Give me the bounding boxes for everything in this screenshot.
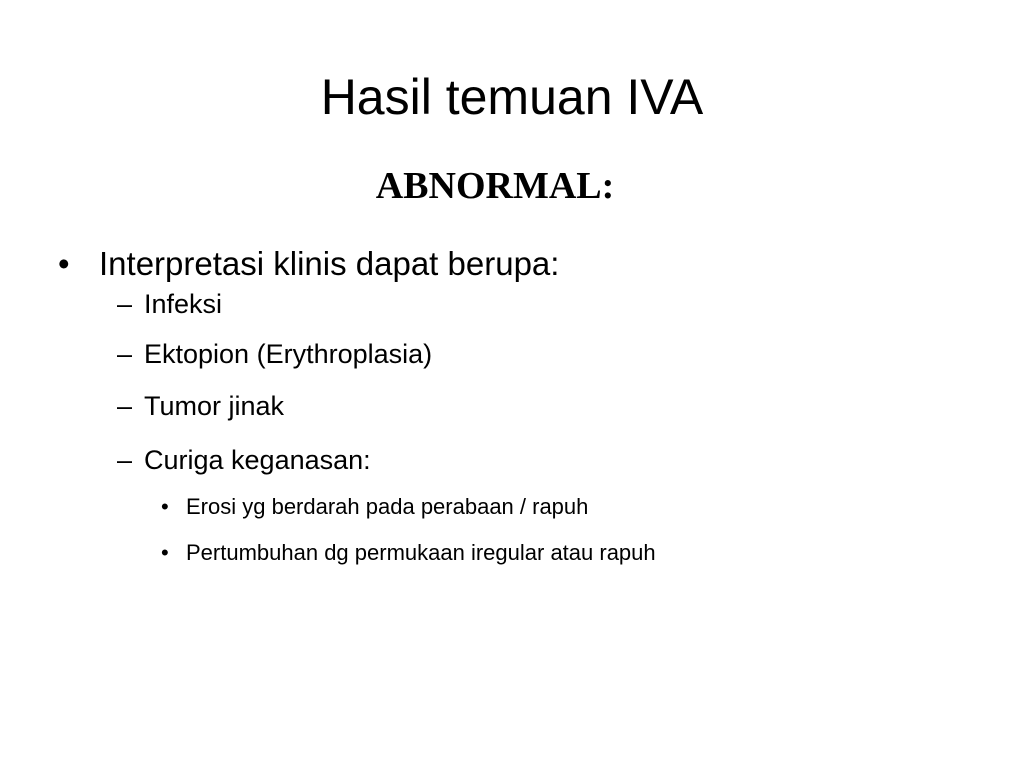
sub-sub-item-pertumbuhan xyxy=(161,539,656,567)
sub-item-tumor-jinak xyxy=(117,389,284,423)
sub-item-ektopion xyxy=(117,337,432,371)
bullet-marker: • xyxy=(161,494,169,519)
bullet-item-interpretation xyxy=(58,244,559,284)
bullet-marker: • xyxy=(58,245,70,282)
sub-item-curiga-keganasan xyxy=(117,443,371,477)
bullet-text: Interpretasi klinis dapat berupa: xyxy=(99,245,560,282)
sub-item-text: Infeksi xyxy=(144,289,223,319)
sub-sub-item-erosi xyxy=(161,493,588,521)
dash-marker: – xyxy=(117,445,133,475)
slide-subtitle: ABNORMAL: xyxy=(375,165,615,207)
dash-marker: – xyxy=(117,289,133,319)
slide-title: Hasil temuan IVA xyxy=(320,69,704,125)
sub-item-text: Ektopion (Erythroplasia) xyxy=(144,339,433,369)
sub-sub-item-text: Erosi yg berdarah pada perabaan / rapuh xyxy=(186,494,589,519)
bullet-marker: • xyxy=(161,540,169,565)
dash-marker: – xyxy=(117,339,133,369)
sub-item-text: Tumor jinak xyxy=(144,391,285,421)
sub-item-text: Curiga keganasan: xyxy=(144,445,371,475)
dash-marker: – xyxy=(117,391,133,421)
sub-sub-item-text: Pertumbuhan dg permukaan iregular atau rapuh xyxy=(186,540,656,565)
sub-item-infeksi xyxy=(117,287,222,321)
